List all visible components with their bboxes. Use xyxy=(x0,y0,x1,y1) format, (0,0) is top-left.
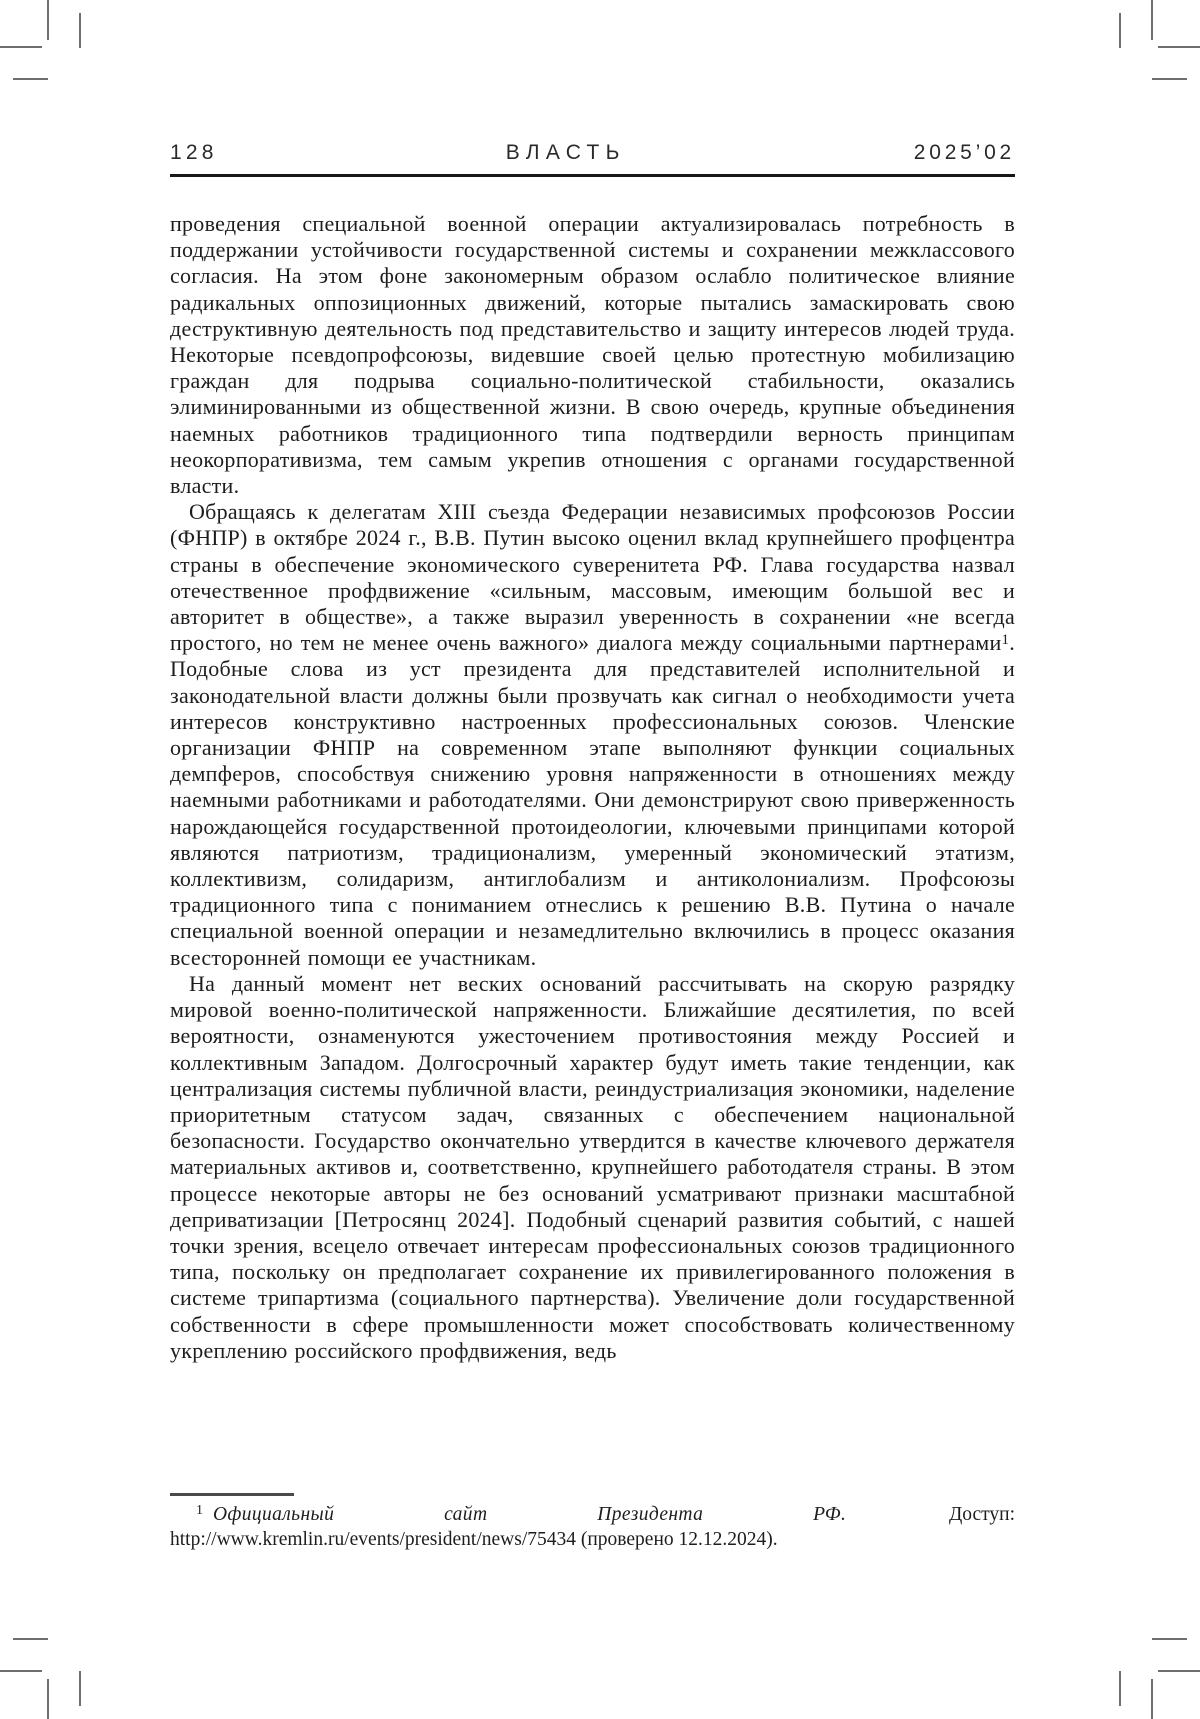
crop-mark-line xyxy=(47,0,49,40)
crop-mark-line xyxy=(0,46,42,48)
footnote-source: Официальный сайт Президента РФ. xyxy=(213,1504,847,1525)
crop-mark-line xyxy=(79,13,81,48)
footnote-text: Доступ: http://www.kremlin.ru/events/president/news/75434 (проверено 12.12.2024). xyxy=(170,1504,1016,1550)
article-body xyxy=(170,211,1015,1364)
running-header xyxy=(170,141,1015,165)
crop-mark-line xyxy=(47,1679,49,1719)
journal-title: ВЛАСТЬ xyxy=(505,141,626,164)
paragraph-text: Обращаясь к делегатам XIII съезда Федерации независимых профсоюзов России (ФНПР) в октябре 2024 г., В.В. Путин высоко оценил вклад крупнейшего профцентра страны в обеспечение экономического суверенитета РФ. Глава государства назвал отечественное профдвижение «сильным, массовым, имеющим большой вес и авторитет в обществе», а также выразил уверенность в сохранении «не всегда простого, но тем не менее очень важного» диалога между социальными партнерами xyxy=(170,499,1015,656)
issue-number: 2025’02 xyxy=(913,141,1015,164)
footnote-rule xyxy=(170,1493,294,1496)
paragraph-text: . Подобные слова из уст президента для представителей исполнительной и законодательной власти должны были прозвучать как сигнал о необходимости учета интересов конструктивно настроенных профессиональных союзов. Членские организации ФНПР на современном этапе выполняют функции социальных демпферов, способствуя снижению уровня напряженности в отношениях между наемными работниками и работодателями. Они демонстрируют свою приверженность нарождающейся государственной протоидеологии, ключевыми принципами которой являются патриотизм, традиционализм, умеренный экономический этатизм, коллективизм, солидаризм, антиглобализм и антиколониализм. Профсоюзы традиционного типа с пониманием отнеслись к решению В.В. Путина о начале специальной военной операции и незамедлительно включились в процесс оказания всесторонней помощи ее участникам. xyxy=(170,630,1015,970)
crop-mark-line xyxy=(0,1670,42,1672)
crop-mark-line xyxy=(1151,0,1153,40)
page-number: 128 xyxy=(170,141,218,164)
crop-mark-line xyxy=(79,1671,81,1706)
crop-mark-line xyxy=(13,78,48,80)
crop-mark-line xyxy=(1151,1679,1153,1719)
footnote xyxy=(170,1503,1015,1552)
crop-mark-line xyxy=(1152,78,1187,80)
crop-mark-line xyxy=(1119,1671,1121,1706)
crop-mark-line xyxy=(1119,13,1121,48)
paragraph xyxy=(170,499,1015,971)
crop-mark-line xyxy=(1152,1638,1187,1640)
footnote-marker: 1 xyxy=(196,1502,204,1519)
footnote-reference: 1 xyxy=(1001,631,1010,648)
crop-mark-line xyxy=(13,1638,48,1640)
paragraph: проведения специальной военной операции актуализировалась потребность в поддержании устойчивости государственной системы и сохранении межклассового согласия. На этом фоне закономерным образом ослабло политическое влияние радикальных оппозиционных движений, которые пытались замаскировать свою деструктивную деятельность под представительство и защиту интересов людей труда. Некоторые псевдопрофсоюзы, видевшие своей целью протестную мобилизацию граждан для подрыва социально-политической стабильности, оказались элиминированными из общественной жизни. В свою очередь, крупные объединения наемных работников традиционного типа подтвердили верность принципам неокорпоративизма, тем самым укрепив отношения с органами государственной власти. xyxy=(170,211,1015,499)
crop-mark-line xyxy=(1158,46,1200,48)
crop-mark-line xyxy=(1158,1670,1200,1672)
paragraph: На данный момент нет веских оснований рассчитывать на скорую разрядку мировой военно-политической напряженности. Ближайшие десятилетия, по всей вероятности, ознаменуются ужесточением противостояния между Россией и коллективным Западом. Долгосрочный характер будут иметь такие тенденции, как централизация системы публичной власти, реиндустриализация экономики, наделение приоритетным статусом задач, связанных с обеспечением национальной безопасности. Государство окончательно утвердится в качестве ключевого держателя материальных активов и, соответственно, крупнейшего работодателя страны. В этом процессе некоторые авторы не без оснований усматривают признаки масштабной деприватизации [Петросянц 2024]. Подобный сценарий развития событий, с нашей точки зрения, всецело отвечает интересам профессиональных союзов традиционного типа, поскольку он предполагает сохранение их привилегированного положения в системе трипартизма (социального партнерства). Увеличение доли государственной собственности в сфере промышленности может способствовать количественному укреплению российского профдвижения, ведь xyxy=(170,970,1015,1363)
header-rule xyxy=(170,174,1015,177)
